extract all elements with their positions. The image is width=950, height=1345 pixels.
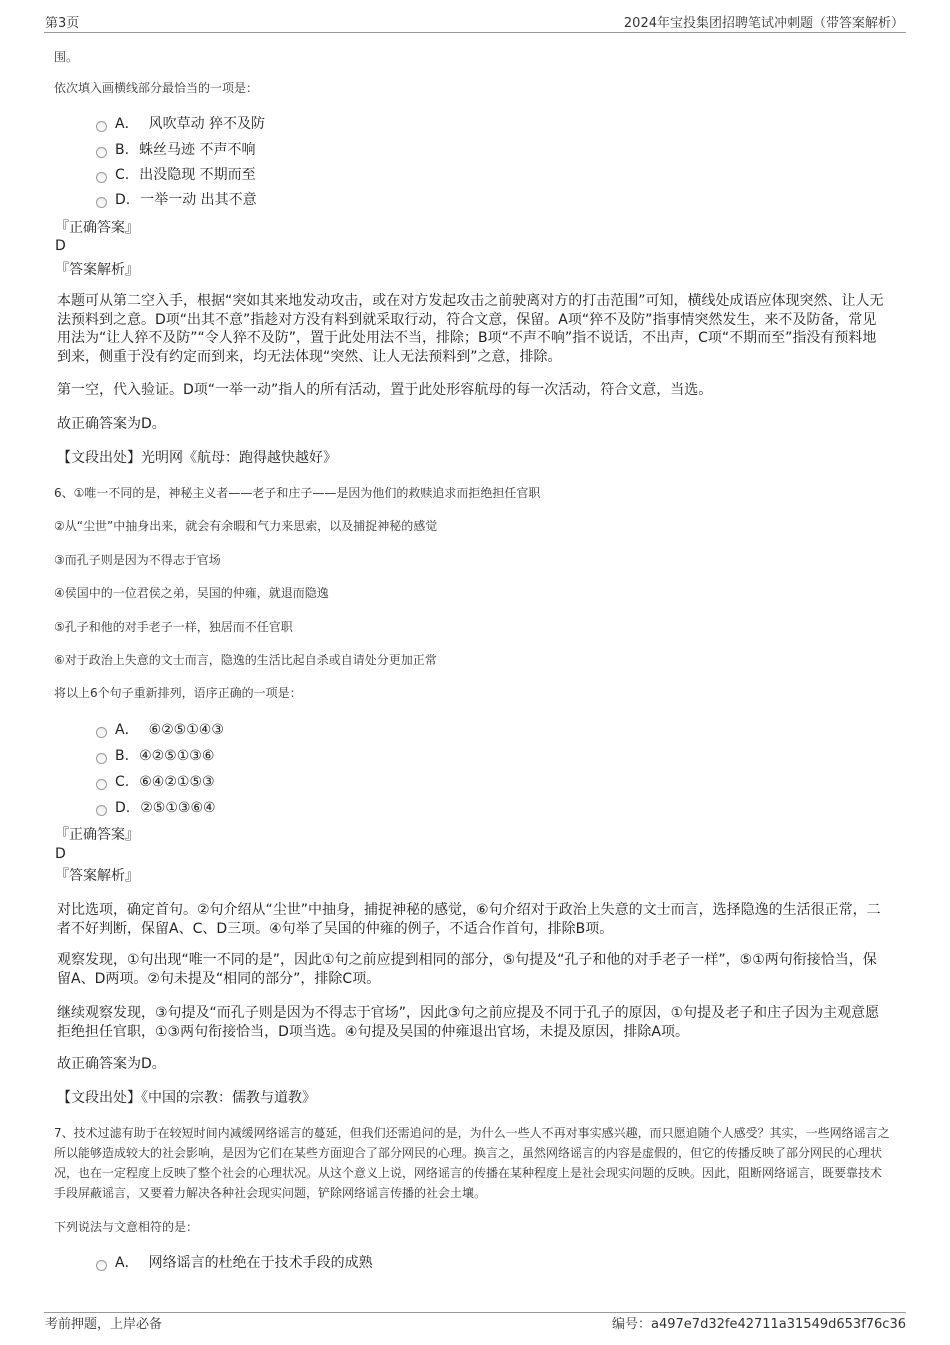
sentence: ⑤孔子和他的对手老子一样，独居而不任官职: [54, 620, 293, 634]
question-prompt: 下列说法与文意相符的是：: [54, 1220, 199, 1234]
option-a[interactable]: [96, 115, 265, 133]
sentence: ②从“尘世”中抽身出来，就会有余暇和气力来思索，以及捕捉神秘的感觉: [54, 519, 438, 533]
header-divider: [44, 32, 906, 33]
option-label: A．: [115, 1255, 139, 1271]
analysis-heading: 『答案解析』: [55, 868, 139, 884]
sentence: ④侯国中的一位君侯之弟，吴国的仲雍，就退而隐逸: [54, 586, 329, 600]
document-id: 编号：a497e7d32fe42711a31549d653f76c36: [612, 1317, 906, 1332]
analysis-paragraph: 观察发现，①句出现“唯一不同的是”，因此①句之前应提到相同的部分，⑤句提及“孔子和他的对手老子一样”，⑤①两句衔接恰当，保留A、D两项。②句未提及“相同的部分”，排除C项。: [57, 952, 877, 987]
correct-answer: D: [55, 238, 66, 254]
option-c[interactable]: [96, 773, 215, 791]
option-a[interactable]: [96, 721, 224, 739]
sentence: ⑥对于政治上失意的文士而言，隐逸的生活比起自杀或自请处分更加正常: [54, 653, 437, 667]
option-text: ②⑤①③⑥④: [140, 800, 216, 816]
option-b[interactable]: [96, 141, 256, 159]
radio-icon[interactable]: [96, 779, 107, 790]
option-label: D.: [115, 800, 131, 816]
radio-icon[interactable]: [96, 147, 107, 158]
option-label: C.: [115, 167, 130, 183]
option-d[interactable]: [96, 191, 257, 209]
analysis-paragraph: 故正确答案为D。: [57, 416, 166, 432]
option-label: B.: [115, 748, 130, 764]
option-text: ⑥④②①⑤③: [139, 774, 215, 790]
option-text: 蛛丝马迹 不声不响: [139, 142, 256, 158]
question-prompt: 依次填入画横线部分最恰当的一项是：: [54, 81, 259, 95]
radio-icon[interactable]: [96, 1260, 107, 1271]
footer-slogan: 考前押题，上岸必备: [45, 1317, 163, 1332]
page-number: 第3页: [45, 16, 80, 31]
option-label: A．: [115, 722, 139, 738]
correct-answer: D: [55, 846, 66, 862]
radio-icon[interactable]: [96, 727, 107, 738]
question-prompt: 将以上6个句子重新排列，语序正确的一项是：: [54, 686, 302, 700]
option-text: 网络谣言的杜绝在于技术手段的成熟: [148, 1255, 373, 1271]
option-text: ④②⑤①③⑥: [139, 748, 215, 764]
option-text: 风吹草动 猝不及防: [148, 116, 266, 132]
option-c[interactable]: [96, 166, 256, 184]
analysis-paragraph: 继续观察发现，③句提及“而孔子则是因为不得志于官场”，因此③句之前应提及不同于孔子的原因，①句提及老子和庄子因为主观意愿拒绝担任官职，①③两句衔接恰当，D项当选。④句提及吴国的仲雍退出官场，未提及原因，排除A项。: [57, 1005, 880, 1040]
option-a[interactable]: [96, 1254, 373, 1272]
radio-icon[interactable]: [96, 197, 107, 208]
analysis-paragraph: 本题可从第二空入手，根据“突如其来地发动攻击，或在对方发起攻击之前驶离对方的打击范围”可知，横线处成语应体现突然、让人无法预料到之意。D项“出其不意”指趁对方没有料到就采取行动，符合文意，保留。A项“猝不及防”指事情突然发生，来不及防备，常见用法为“让人猝不及防”“令人猝不及防”，置于此处用法不当，排除；B项“不声不响”指不说话，不出声，C项“不期而至”指没有预料地到来，侧重于没有约定而到来，均无法体现“突然、让人无法预料到”之意，排除。: [57, 293, 884, 365]
option-label: B.: [115, 142, 130, 158]
option-label: A．: [115, 116, 139, 132]
analysis-heading: 『答案解析』: [55, 262, 139, 278]
analysis-paragraph: 对比选项，确定首句。②句介绍从“尘世”中抽身，捕捉神秘的感觉，⑥句介绍对于政治上失意的文士而言，选择隐逸的生活很正常，二者不好判断，保留A、C、D三项。④句举了吴国的仲雍的例子，不适合作首句，排除B项。: [57, 902, 881, 937]
question-text: 7、技术过滤有助于在较短时间内减缓网络谣言的蔓延，但我们还需追问的是，为什么一些人不再对事实感兴趣，而只愿追随个人感受？其实，一些网络谣言之所以能够造成较大的社会影响，是因为它们在某些方面迎合了部分网民的心理。换言之，虽然网络谣言的内容是虚假的，但它的传播反映了部分网民的心理状况，也在一定程度上反映了整个社会的心理状况。从这个意义上说，网络谣言的传播在某种程度上是社会现实问题的反映。因此，阻断网络谣言，既要靠技术手段屏蔽谣言，又要着力解决各种社会现实问题，铲除网络谣言传播的社会土壤。: [54, 1126, 890, 1200]
analysis-paragraph: 故正确答案为D。: [57, 1056, 166, 1072]
option-label: C.: [115, 774, 130, 790]
option-text: 出没隐现 不期而至: [139, 167, 256, 183]
answer-heading: 『正确答案』: [55, 827, 139, 843]
option-label: D.: [115, 192, 131, 208]
document-title: 2024年宝投集团招聘笔试冲刺题（带答案解析）: [623, 16, 904, 31]
radio-icon[interactable]: [96, 753, 107, 764]
source-citation: 【文段出处】光明网《航母：跑得越快越好》: [57, 450, 337, 466]
radio-icon[interactable]: [96, 805, 107, 816]
option-b[interactable]: [96, 747, 214, 765]
answer-heading: 『正确答案』: [55, 220, 139, 236]
source-citation: 【文段出处】《中国的宗教：儒教与道教》: [57, 1090, 316, 1106]
sentence: ③而孔子则是因为不得志于官场: [54, 553, 221, 567]
analysis-paragraph: 第一空，代入验证。D项“一举一动”指人的所有活动，置于此处形容航母的每一次活动，符合文意，当选。: [57, 382, 713, 398]
radio-icon[interactable]: [96, 172, 107, 183]
option-text: 一举一动 出其不意: [140, 192, 257, 208]
option-d[interactable]: [96, 799, 216, 817]
option-text: ⑥②⑤①④③: [148, 722, 224, 738]
sentence: 6、①唯一不同的是，神秘主义者——老子和庄子——是因为他们的救赎追求而拒绝担任官职: [54, 486, 541, 500]
radio-icon[interactable]: [96, 121, 107, 132]
question-tail: 围。: [54, 50, 79, 64]
